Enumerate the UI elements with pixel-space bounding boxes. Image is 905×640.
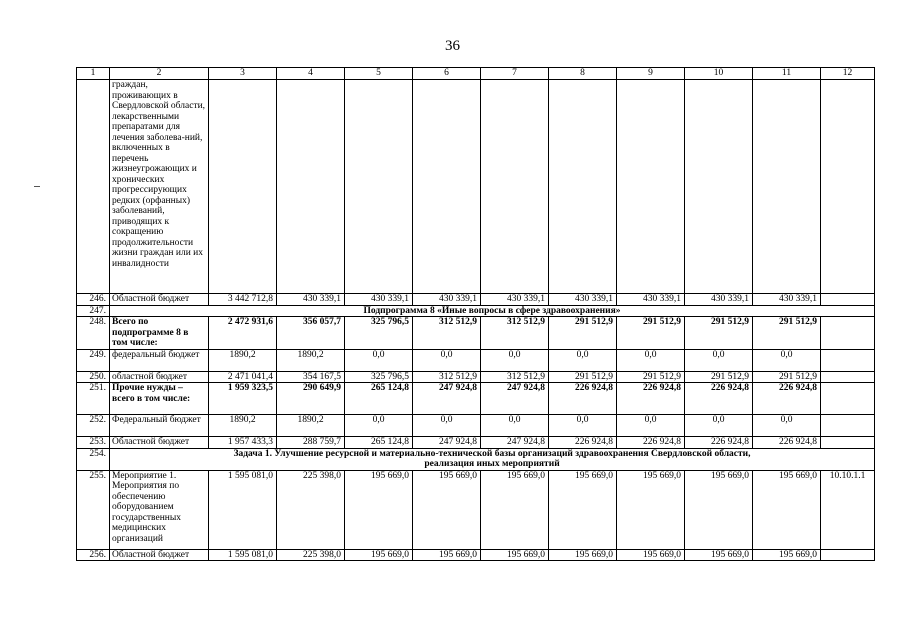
column-number: 1 xyxy=(77,68,110,80)
amount-cell: 1890,2 xyxy=(277,349,345,371)
amount-cell: 1 957 433,3 xyxy=(209,437,277,449)
amount-cell: 430 339,1 xyxy=(345,294,413,306)
amount-cell: 430 339,1 xyxy=(413,294,481,306)
amount-cell: 195 669,0 xyxy=(685,549,753,561)
amount-cell: 325 796,5 xyxy=(345,317,413,350)
amount-cell: 265 124,8 xyxy=(345,383,413,415)
amount-cell: 430 339,1 xyxy=(481,294,549,306)
amount-cell: 291 512,9 xyxy=(549,371,617,383)
table-row xyxy=(77,80,875,294)
amount-cell: 291 512,9 xyxy=(617,317,685,350)
column-number: 6 xyxy=(413,68,481,80)
column-number: 12 xyxy=(821,68,875,80)
table-row xyxy=(77,415,875,437)
row-number: 247. xyxy=(77,305,110,317)
amount-cell: 0,0 xyxy=(549,349,617,371)
amount-cell: 0,0 xyxy=(549,415,617,437)
subprogram-heading: Подпрограмма 8 «Иные вопросы в сфере здравоохранения» xyxy=(110,305,875,317)
amount-cell: 0,0 xyxy=(345,349,413,371)
amount-cell: 288 759,7 xyxy=(277,437,345,449)
row-label: граждан, проживающих в Свердловской области, лекарственными препаратами для лечения заболева-ний, включенных в перечень жизнеугрожающих и хронических прогрессирующих редких (орфанных) заболеваний, приводящих к сокращению продолжительности жизни граждан или их инвалидности xyxy=(110,80,209,294)
target-code-cell xyxy=(821,317,875,350)
target-code-cell xyxy=(821,80,875,294)
row-number: 253. xyxy=(77,437,110,449)
amount-cell: 430 339,1 xyxy=(685,294,753,306)
amount-cell: 226 924,8 xyxy=(753,437,821,449)
column-number: 3 xyxy=(209,68,277,80)
amount-cell xyxy=(617,80,685,294)
table-row xyxy=(77,305,875,317)
amount-cell: 312 512,9 xyxy=(413,371,481,383)
row-label: Прочие нужды – всего в том числе: xyxy=(110,383,209,415)
row-number: 249. xyxy=(77,349,110,371)
amount-cell: 291 512,9 xyxy=(617,371,685,383)
amount-cell: 225 398,0 xyxy=(277,549,345,561)
amount-cell: 195 669,0 xyxy=(345,549,413,561)
amount-cell: 195 669,0 xyxy=(413,549,481,561)
amount-cell: 430 339,1 xyxy=(753,294,821,306)
row-number: 246. xyxy=(77,294,110,306)
row-number: 251. xyxy=(77,383,110,415)
amount-cell: 226 924,8 xyxy=(685,437,753,449)
amount-cell: 0,0 xyxy=(685,415,753,437)
amount-cell: 325 796,5 xyxy=(345,371,413,383)
amount-cell: 225 398,0 xyxy=(277,470,345,549)
amount-cell: 195 669,0 xyxy=(617,549,685,561)
amount-cell: 195 669,0 xyxy=(753,549,821,561)
amount-cell: 0,0 xyxy=(617,349,685,371)
amount-cell: 430 339,1 xyxy=(549,294,617,306)
amount-cell: 247 924,8 xyxy=(413,437,481,449)
column-number: 2 xyxy=(110,68,209,80)
column-number: 10 xyxy=(685,68,753,80)
column-number: 4 xyxy=(277,68,345,80)
row-number: 248. xyxy=(77,317,110,350)
amount-cell: 0,0 xyxy=(481,415,549,437)
column-number: 5 xyxy=(345,68,413,80)
table-row xyxy=(77,349,875,371)
amount-cell: 430 339,1 xyxy=(617,294,685,306)
table-row xyxy=(77,371,875,383)
column-number: 11 xyxy=(753,68,821,80)
amount-cell xyxy=(413,80,481,294)
amount-cell: 1 595 081,0 xyxy=(209,549,277,561)
table-row xyxy=(77,437,875,449)
amount-cell: 195 669,0 xyxy=(345,470,413,549)
amount-cell: 2 471 041,4 xyxy=(209,371,277,383)
task-heading-line: Задача 1. Улучшение ресурсной и материально-технической базы организаций здравоохранения Свердловской области, xyxy=(233,448,751,459)
amount-cell: 356 057,7 xyxy=(277,317,345,350)
amount-cell: 195 669,0 xyxy=(753,470,821,549)
column-number: 7 xyxy=(481,68,549,80)
amount-cell: 226 924,8 xyxy=(617,437,685,449)
amount-cell: 0,0 xyxy=(413,415,481,437)
row-label: Областной бюджет xyxy=(110,294,209,306)
table-body xyxy=(77,68,875,561)
amount-cell: 1890,2 xyxy=(277,415,345,437)
amount-cell: 0,0 xyxy=(345,415,413,437)
amount-cell: 2 472 931,6 xyxy=(209,317,277,350)
table-row xyxy=(77,470,875,549)
row-label: Всего по подпрограмме 8 в том числе: xyxy=(110,317,209,350)
amount-cell xyxy=(209,80,277,294)
amount-cell: 226 924,8 xyxy=(549,383,617,415)
row-label: федеральный бюджет xyxy=(110,349,209,371)
amount-cell: 195 669,0 xyxy=(481,549,549,561)
amount-cell: 226 924,8 xyxy=(685,383,753,415)
amount-cell: 430 339,1 xyxy=(277,294,345,306)
amount-cell: 312 512,9 xyxy=(413,317,481,350)
table-row xyxy=(77,549,875,561)
amount-cell xyxy=(345,80,413,294)
amount-cell: 0,0 xyxy=(617,415,685,437)
amount-cell: 247 924,8 xyxy=(481,383,549,415)
amount-cell: 1 959 323,5 xyxy=(209,383,277,415)
row-number: 254. xyxy=(77,448,110,470)
table-row xyxy=(77,448,875,470)
target-code-cell xyxy=(821,549,875,561)
amount-cell: 1 595 081,0 xyxy=(209,470,277,549)
amount-cell: 0,0 xyxy=(753,415,821,437)
amount-cell: 1890,2 xyxy=(209,349,277,371)
amount-cell xyxy=(753,80,821,294)
row-number: 250. xyxy=(77,371,110,383)
target-code-cell xyxy=(821,415,875,437)
target-code-cell: 10.10.1.1 xyxy=(821,470,875,549)
amount-cell: 312 512,9 xyxy=(481,371,549,383)
amount-cell: 0,0 xyxy=(413,349,481,371)
row-number xyxy=(77,80,110,294)
column-number: 8 xyxy=(549,68,617,80)
column-number-row xyxy=(77,68,875,80)
amount-cell: 247 924,8 xyxy=(413,383,481,415)
amount-cell: 247 924,8 xyxy=(481,437,549,449)
amount-cell: 354 167,5 xyxy=(277,371,345,383)
page-number: 36 xyxy=(445,38,460,54)
scan-mark xyxy=(34,186,40,187)
amount-cell xyxy=(685,80,753,294)
amount-cell xyxy=(277,80,345,294)
amount-cell: 195 669,0 xyxy=(481,470,549,549)
table-row xyxy=(77,383,875,415)
amount-cell xyxy=(549,80,617,294)
target-code-cell xyxy=(821,349,875,371)
column-number: 9 xyxy=(617,68,685,80)
amount-cell: 226 924,8 xyxy=(753,383,821,415)
amount-cell: 195 669,0 xyxy=(413,470,481,549)
amount-cell xyxy=(481,80,549,294)
amount-cell: 1890,2 xyxy=(209,415,277,437)
task-heading xyxy=(110,448,875,470)
target-code-cell xyxy=(821,383,875,415)
row-label: Мероприятие 1. Мероприятия по обеспечению оборудованием государственных медицинских организаций xyxy=(110,470,209,549)
amount-cell: 3 442 712,8 xyxy=(209,294,277,306)
target-code-cell xyxy=(821,371,875,383)
amount-cell: 0,0 xyxy=(753,349,821,371)
amount-cell: 195 669,0 xyxy=(549,470,617,549)
amount-cell: 291 512,9 xyxy=(549,317,617,350)
amount-cell: 291 512,9 xyxy=(753,317,821,350)
amount-cell: 0,0 xyxy=(481,349,549,371)
amount-cell: 290 649,9 xyxy=(277,383,345,415)
target-code-cell xyxy=(821,437,875,449)
budget-table xyxy=(76,67,875,561)
target-code-cell xyxy=(821,294,875,306)
row-label: Областной бюджет xyxy=(110,437,209,449)
amount-cell: 0,0 xyxy=(685,349,753,371)
row-label: Областной бюджет xyxy=(110,549,209,561)
amount-cell: 195 669,0 xyxy=(685,470,753,549)
amount-cell: 226 924,8 xyxy=(549,437,617,449)
row-number: 256. xyxy=(77,549,110,561)
row-number: 252. xyxy=(77,415,110,437)
amount-cell: 291 512,9 xyxy=(685,371,753,383)
amount-cell: 195 669,0 xyxy=(617,470,685,549)
task-heading-line: реализация иных мероприятий xyxy=(424,459,560,469)
amount-cell: 226 924,8 xyxy=(617,383,685,415)
row-label: Федеральный бюджет xyxy=(110,415,209,437)
row-label: областной бюджет xyxy=(110,371,209,383)
amount-cell: 291 512,9 xyxy=(753,371,821,383)
table-row xyxy=(77,317,875,350)
row-number: 255. xyxy=(77,470,110,549)
amount-cell: 265 124,8 xyxy=(345,437,413,449)
amount-cell: 291 512,9 xyxy=(685,317,753,350)
amount-cell: 195 669,0 xyxy=(549,549,617,561)
amount-cell: 312 512,9 xyxy=(481,317,549,350)
table-row xyxy=(77,294,875,306)
